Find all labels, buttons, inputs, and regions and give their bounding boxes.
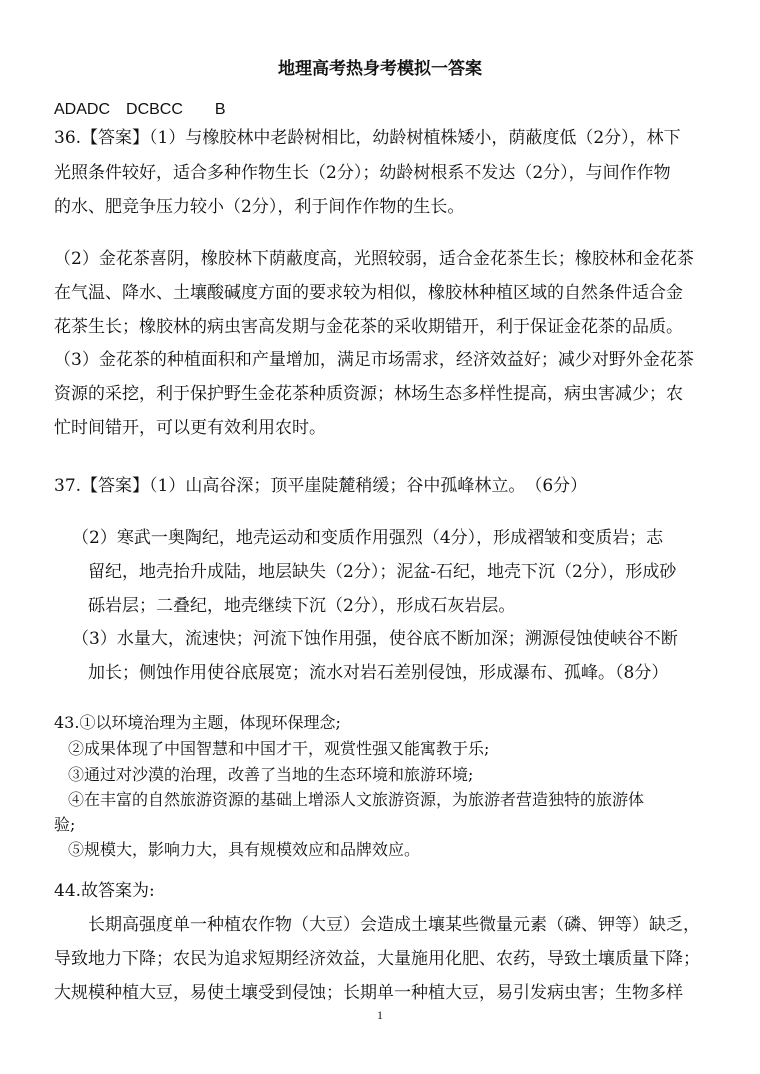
choice-answers: ADADC DCBCC B [54,101,226,118]
q37-line-5: （3）水量大，流速快；河流下蚀作用强，使谷底不断加深；溯源侵蚀使峡谷不断 [72,629,678,649]
q37-line-1: 37.【答案】（1）山高谷深；顶平崖陡麓稍缓；谷中孤峰林立。 （6分） [54,476,588,496]
q43-line-2: ②成果体现了中国智慧和中国才干，观赏性强又能寓教于乐; [68,739,490,758]
q36-line-5: 在气温、降水、土壤酸碱度方面的要求较为相似，橡胶林种植区域的自然条件适合金 [54,283,683,303]
q44-line-3: 导致地力下降；农民为追求短期经济效益，大量施用化肥、农药，导致土壤质量下降； [54,949,700,969]
q36-line-4: （2）金花茶喜阴，橡胶林下荫蔽度高，光照较弱，适合金花茶生长；橡胶林和金花茶 [54,249,694,269]
q36-line-8: 资源的采挖，利于保护野生金花茶种质资源；林场生态多样性提高，病虫害减少；农 [54,384,683,404]
q37-line-4: 砾岩层；二叠纪，地壳继续下沉（2分），形成石灰岩层。 [88,596,516,616]
q36-line-7: （3）金花茶的种植面积和产量增加，满足市场需求，经济效益好；减少对野外金花茶 [54,350,694,370]
q36-line-2: 光照条件较好，适合多种作物生长（2分）；幼龄树根系不发达（2分），与间作作物 [54,163,671,183]
q43-line-6: ⑤规模大，影响力大，具有规模效应和品牌效应。 [68,840,421,859]
q37-line-2: （2）寒武一奥陶纪，地壳运动和变质作用强烈（4分），形成褶皱和变质岩；志 [72,528,664,548]
q44-line-2: 长期高强度单一种植农作物（大豆）会造成土壤某些微量元素（磷、钾等）缺乏， [88,915,700,935]
q44-line-1: 44.故答案为: [54,881,155,901]
q43-line-1: 43.①以环境治理为主题，体现环保理念; [54,713,341,732]
q43-line-5: 验; [54,815,76,834]
q37-line-3: 留纪，地壳抬升成陆，地层缺失（2分）；泥盆-石纪，地壳下沉（2分），形成砂 [88,562,677,582]
q44-line-4: 大规模种植大豆，易使土壤受到侵蚀；长期单一种植大豆，易引发病虫害；生物多样 [54,983,683,1003]
q36-line-1: 36.【答案】（1）与橡胶林中老龄树相比，幼龄树植株矮小，荫蔽度低（2分），林下 [54,128,681,148]
q36-line-9: 忙时间错开，可以更有效利用农时。 [54,418,326,438]
q37-line-6: 加长；侧蚀作用使谷底展宽；流水对岩石差别侵蚀，形成瀑布、孤峰。（8分） [88,663,669,683]
q43-line-4: ④在丰富的自然旅游资源的基础上增添人文旅游资源，为旅游者营造独特的旅游体 [68,790,645,809]
page-number: 1 [377,1008,383,1022]
page-title: 地理高考热身考模拟一答案 [278,59,482,79]
q36-line-3: 的水、肥竞争压力较小（2分），利于间作作物的生长。 [54,197,465,217]
q43-line-3: ③通过对沙漠的治理，改善了当地的生态环境和旅游环境; [68,765,474,784]
q36-line-6: 花茶生长；橡胶林的病虫害高发期与金花茶的采收期错开，利于保证金花茶的品质。 [54,317,683,337]
